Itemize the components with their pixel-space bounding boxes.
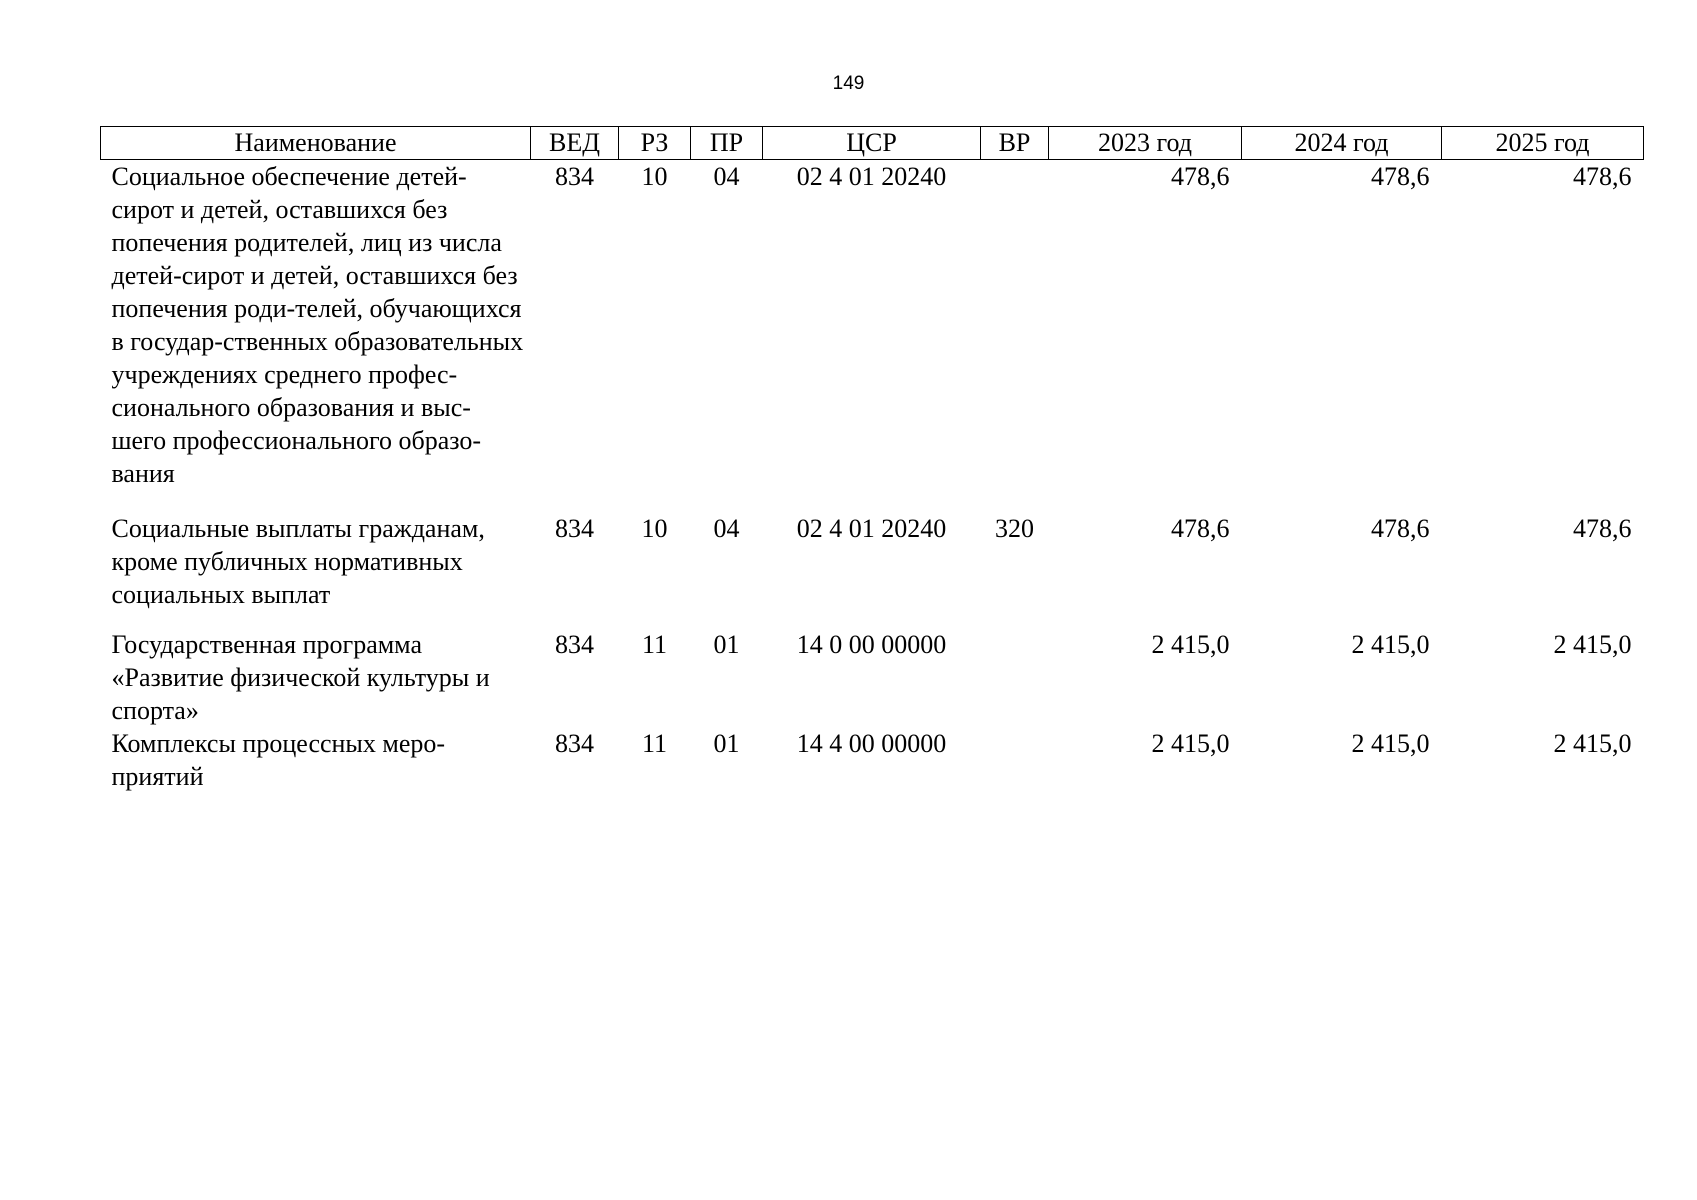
row-ved: 834	[555, 514, 594, 543]
row-csr: 02 4 01 20240	[796, 162, 947, 191]
table-header-row	[101, 127, 1644, 160]
header-pr: ПР	[691, 127, 763, 160]
row-2025: 478,6	[1573, 514, 1632, 543]
row-2025: 2 415,0	[1553, 630, 1632, 659]
row-rz: 10	[641, 514, 668, 543]
row-csr: 14 4 00 00000	[796, 729, 947, 758]
row-rz: 10	[641, 162, 668, 191]
table-row	[101, 160, 1644, 513]
row-2023: 2 415,0	[1151, 729, 1230, 758]
row-2023: 478,6	[1171, 162, 1230, 191]
row-vr	[981, 160, 1049, 513]
row-2024: 2 415,0	[1351, 729, 1430, 758]
budget-table	[100, 126, 1644, 793]
row-name: Социальные выплаты гражданам, кроме публичных нормативных социальных выплат	[111, 514, 485, 609]
row-pr: 04	[713, 162, 740, 191]
row-ved: 834	[555, 729, 594, 758]
row-csr: 02 4 01 20240	[796, 514, 947, 543]
header-name: Наименование	[101, 127, 531, 160]
row-2025: 478,6	[1573, 162, 1632, 191]
header-2025: 2025 год	[1442, 127, 1644, 160]
row-vr	[981, 628, 1049, 727]
page-number: 149	[832, 73, 865, 94]
header-rz: РЗ	[619, 127, 691, 160]
header-ved: ВЕД	[531, 127, 619, 160]
header-csr: ЦСР	[763, 127, 981, 160]
row-rz: 11	[641, 729, 668, 758]
row-csr: 14 0 00 00000	[796, 630, 947, 659]
row-vr	[981, 727, 1049, 793]
row-name: Комплексы процессных меро-приятий	[111, 729, 446, 791]
row-ved: 834	[555, 162, 594, 191]
row-2024: 2 415,0	[1351, 630, 1430, 659]
row-pr: 01	[713, 729, 740, 758]
table-row	[101, 512, 1644, 628]
row-pr: 04	[713, 514, 740, 543]
row-rz: 11	[641, 630, 668, 659]
header-2023: 2023 год	[1049, 127, 1242, 160]
row-name: Государственная программа «Развитие физической культуры и спорта»	[111, 630, 490, 725]
row-vr: 320	[995, 514, 1034, 543]
row-pr: 01	[713, 630, 740, 659]
header-2024: 2024 год	[1242, 127, 1442, 160]
row-2023: 478,6	[1171, 514, 1230, 543]
row-2024: 478,6	[1371, 162, 1430, 191]
row-2025: 2 415,0	[1553, 729, 1632, 758]
row-ved: 834	[555, 630, 594, 659]
row-name: Социальное обеспечение детей-сирот и детей, оставшихся без попечения родителей, лиц из числа детей-сирот и детей, оставшихся без попечения роди-телей, обучающихся в государ-ственных образовательных учреждениях среднего профес-сионального образования и выс-шего профессионального образо-вания	[111, 162, 524, 488]
row-2023: 2 415,0	[1151, 630, 1230, 659]
header-vr: ВР	[981, 127, 1049, 160]
table-row	[101, 727, 1644, 793]
table-row	[101, 628, 1644, 727]
row-2024: 478,6	[1371, 514, 1430, 543]
